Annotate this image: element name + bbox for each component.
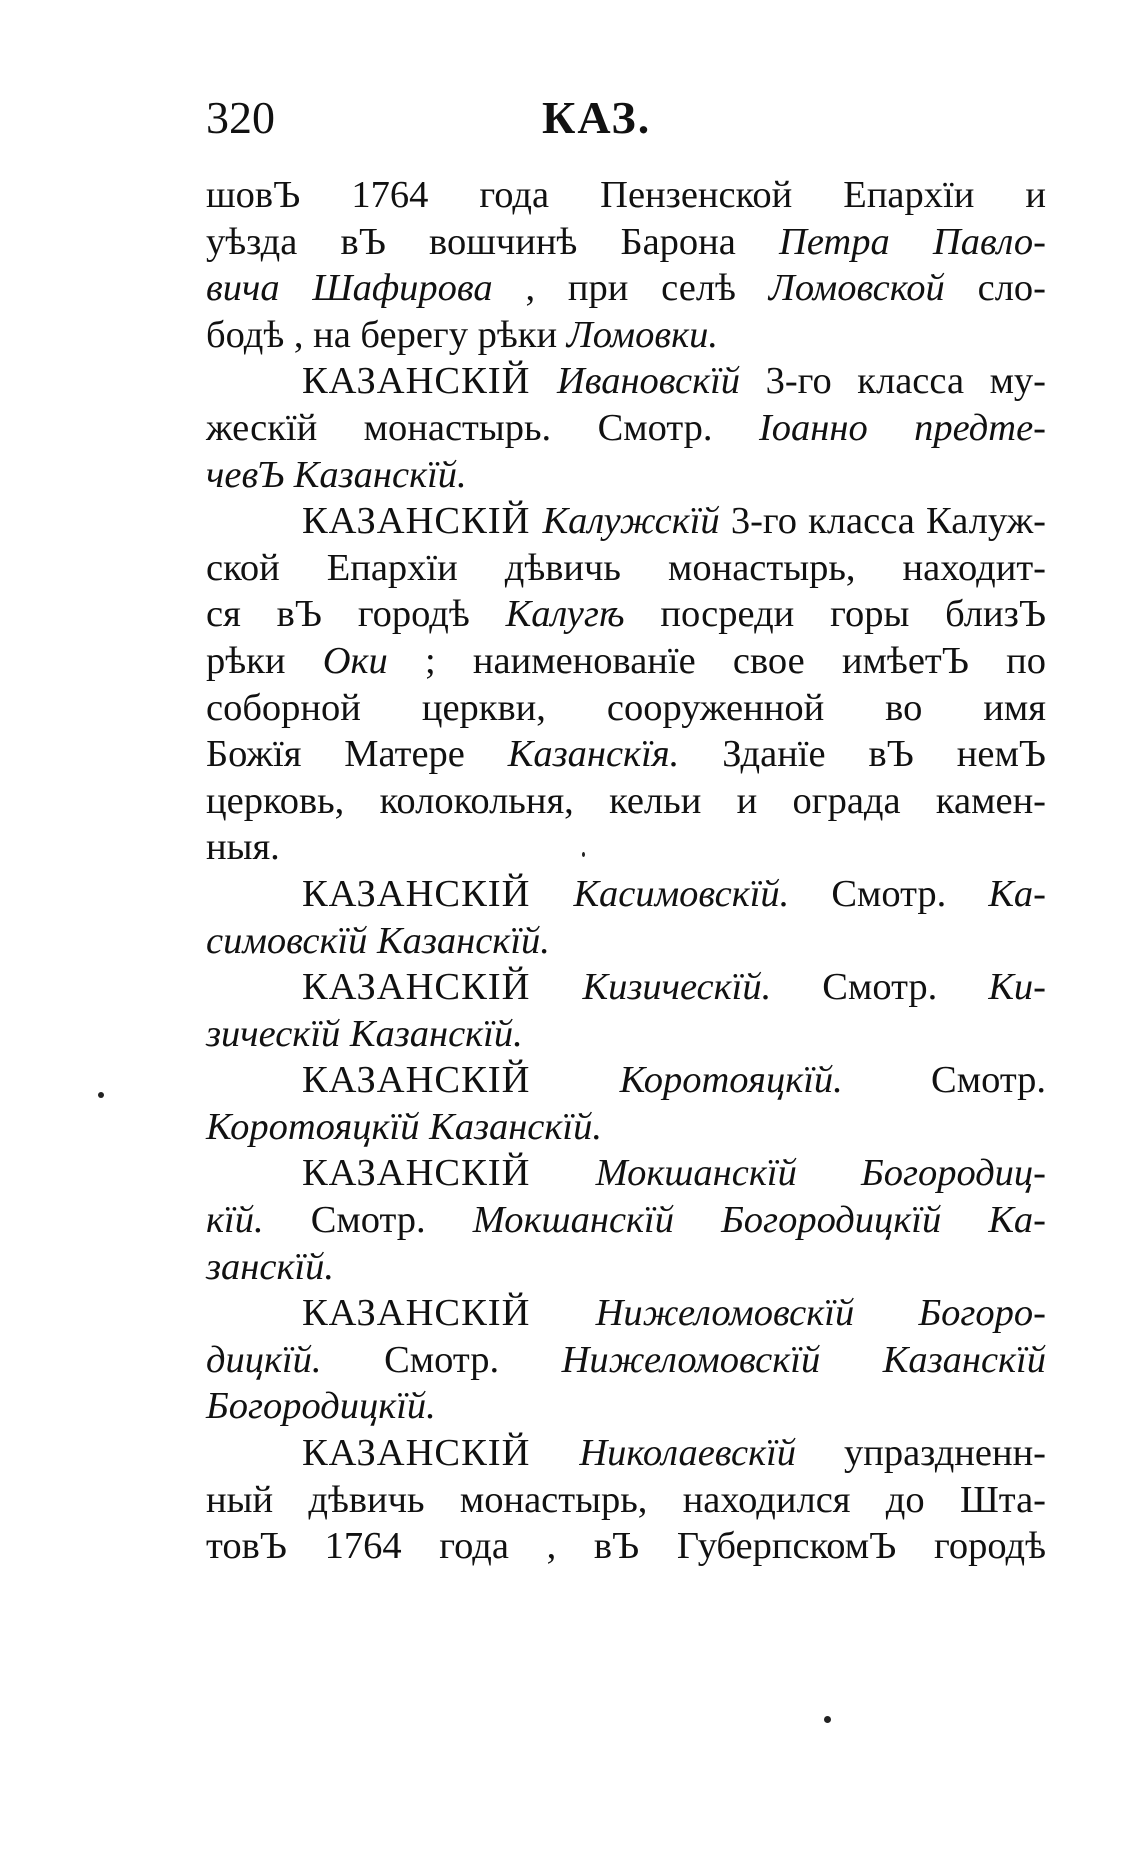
text-line (206, 1150, 1046, 1197)
italic-text: чевЪ Казанскїй. (206, 453, 467, 496)
text-segment: Смотр. (789, 872, 989, 915)
text-line (206, 685, 1046, 732)
text-segment: рѣки (206, 639, 323, 682)
text-segment: упраздненн- (796, 1432, 1046, 1475)
italic-text: Богородицкїй. (206, 1385, 436, 1428)
running-head: КАЗ. (542, 92, 652, 143)
text-line (206, 358, 1046, 405)
text-segment: уѣзда вЪ вошчинѣ Барона (206, 220, 780, 263)
italic-text: Кизическїй. (582, 966, 772, 1009)
italic-text: симовскїй Казанскїй. (206, 919, 550, 962)
text-line (206, 824, 1046, 871)
italic-text: Мокшанскїй Богородицкїй Ка- (472, 1199, 1046, 1242)
text-line (206, 1383, 1046, 1430)
text-line (206, 778, 1046, 825)
italic-text: Ивановскїй (556, 360, 741, 403)
text-segment: Зданїе вЪ немЪ (679, 733, 1046, 776)
entry-headword: КАЗАНСКІЙ (302, 966, 583, 1009)
italic-text: Іоанно предте- (758, 406, 1046, 449)
text-line (206, 1290, 1046, 1337)
text-line (206, 918, 1046, 965)
text-segment: соборной церкви, сооруженной во имя (206, 686, 1046, 729)
text-line (206, 1011, 1046, 1058)
text-segment: сло- (944, 267, 1046, 310)
text-line (206, 591, 1046, 638)
italic-text: Ломовки. (566, 313, 718, 356)
text-line (206, 265, 1046, 312)
page-header (206, 88, 1046, 148)
text-line (206, 405, 1046, 452)
italic-text: Коротояцкїй. (619, 1059, 843, 1102)
text-line (206, 1477, 1046, 1524)
entry-headword: КАЗАНСКІЙ (302, 1059, 620, 1102)
text-line (206, 452, 1046, 499)
entry-headword: КАЗАНСКІЙ (302, 872, 574, 915)
text-segment: ный дѣвичь монастырь, находился до Шта- (206, 1478, 1046, 1521)
text-segment: ныя. (206, 826, 280, 869)
text-line (206, 964, 1046, 1011)
text-line (206, 545, 1046, 592)
entry-headword: КАЗАНСКІЙ (302, 1152, 596, 1195)
text-segment: товЪ 1764 года , вЪ ГуберпскомЪ городѣ (206, 1525, 1046, 1568)
italic-text: Ка- (988, 872, 1046, 915)
text-line (206, 1057, 1046, 1104)
italic-text: Ки- (988, 966, 1046, 1009)
entry-headword: КАЗАНСКІЙ (302, 1432, 580, 1475)
italic-text: Казанскїя. (507, 733, 680, 776)
text-line (206, 1337, 1046, 1384)
scan-speck (98, 1092, 104, 1098)
text-segment: жескїй монастырь. Смотр. (206, 406, 759, 449)
text-segment: 3-го класса Калуж- (719, 500, 1046, 543)
entry-headword: КАЗАНСКІЙ (302, 500, 543, 543)
body-text (206, 172, 1046, 1570)
text-segment: посреди горы близЪ (624, 593, 1046, 636)
italic-text: Калугѣ (505, 593, 625, 636)
italic-text: Коротояцкїй Казанскїй. (206, 1105, 602, 1148)
text-line (206, 731, 1046, 778)
text-segment: ся вЪ городѣ (206, 593, 506, 636)
text-segment: Смотр. (321, 1338, 562, 1381)
text-segment: ; наименованїе свое имѣетЪ по (387, 639, 1047, 682)
italic-text: Ломовской (768, 267, 945, 310)
text-line (206, 1523, 1046, 1570)
text-line (206, 219, 1046, 266)
text-line (206, 1197, 1046, 1244)
text-segment: Божїя Матере (206, 733, 508, 776)
italic-text: зическїй Казанскїй. (206, 1012, 523, 1055)
text-line (206, 312, 1046, 359)
text-segment: ской Епархїи дѣвичь монастырь, находит- (206, 546, 1046, 589)
italic-text: Калужскїй (542, 500, 720, 543)
text-segment: Смотр. (771, 966, 989, 1009)
italic-text: Николаевскїй (579, 1432, 797, 1475)
scan-speck (824, 1716, 831, 1723)
italic-text: Мокшанскїй Богородиц- (595, 1152, 1047, 1195)
text-segment: Смотр. (842, 1059, 1046, 1102)
italic-text: Оки (322, 639, 388, 682)
text-segment: бодѣ , на берегу рѣки (206, 313, 567, 356)
text-line (206, 1104, 1046, 1151)
text-segment: 3-го класса му- (740, 360, 1047, 403)
text-line (206, 498, 1046, 545)
text-segment: , при селѣ (492, 267, 769, 310)
scan-speck (582, 852, 585, 857)
text-line (206, 1244, 1046, 1291)
text-line (206, 1430, 1046, 1477)
italic-text: занскїй. (206, 1245, 335, 1288)
text-line (206, 871, 1046, 918)
entry-headword: КАЗАНСКІЙ (302, 360, 557, 403)
italic-text: Касимовскїй. (573, 872, 790, 915)
text-segment: Смотр. (263, 1199, 473, 1242)
entry-headword: КАЗАНСКІЙ (302, 1292, 596, 1335)
italic-text: дицкїй. (206, 1338, 322, 1381)
italic-text: кїй. (206, 1199, 264, 1242)
italic-text: Нижеломовскїй Богоро- (595, 1292, 1046, 1335)
text-segment: шовЪ 1764 года Пензенской Епархїи и (206, 174, 1046, 216)
italic-text: Нижеломовскїй Казанскїй (561, 1338, 1046, 1381)
text-line (206, 172, 1046, 219)
page-number: 320 (206, 92, 275, 143)
text-line (206, 638, 1046, 685)
text-segment: церковь, колокольня, кельи и ограда камен- (206, 779, 1046, 822)
italic-text: вича Шафирова (206, 267, 493, 310)
italic-text: Петра Павло- (779, 220, 1046, 263)
